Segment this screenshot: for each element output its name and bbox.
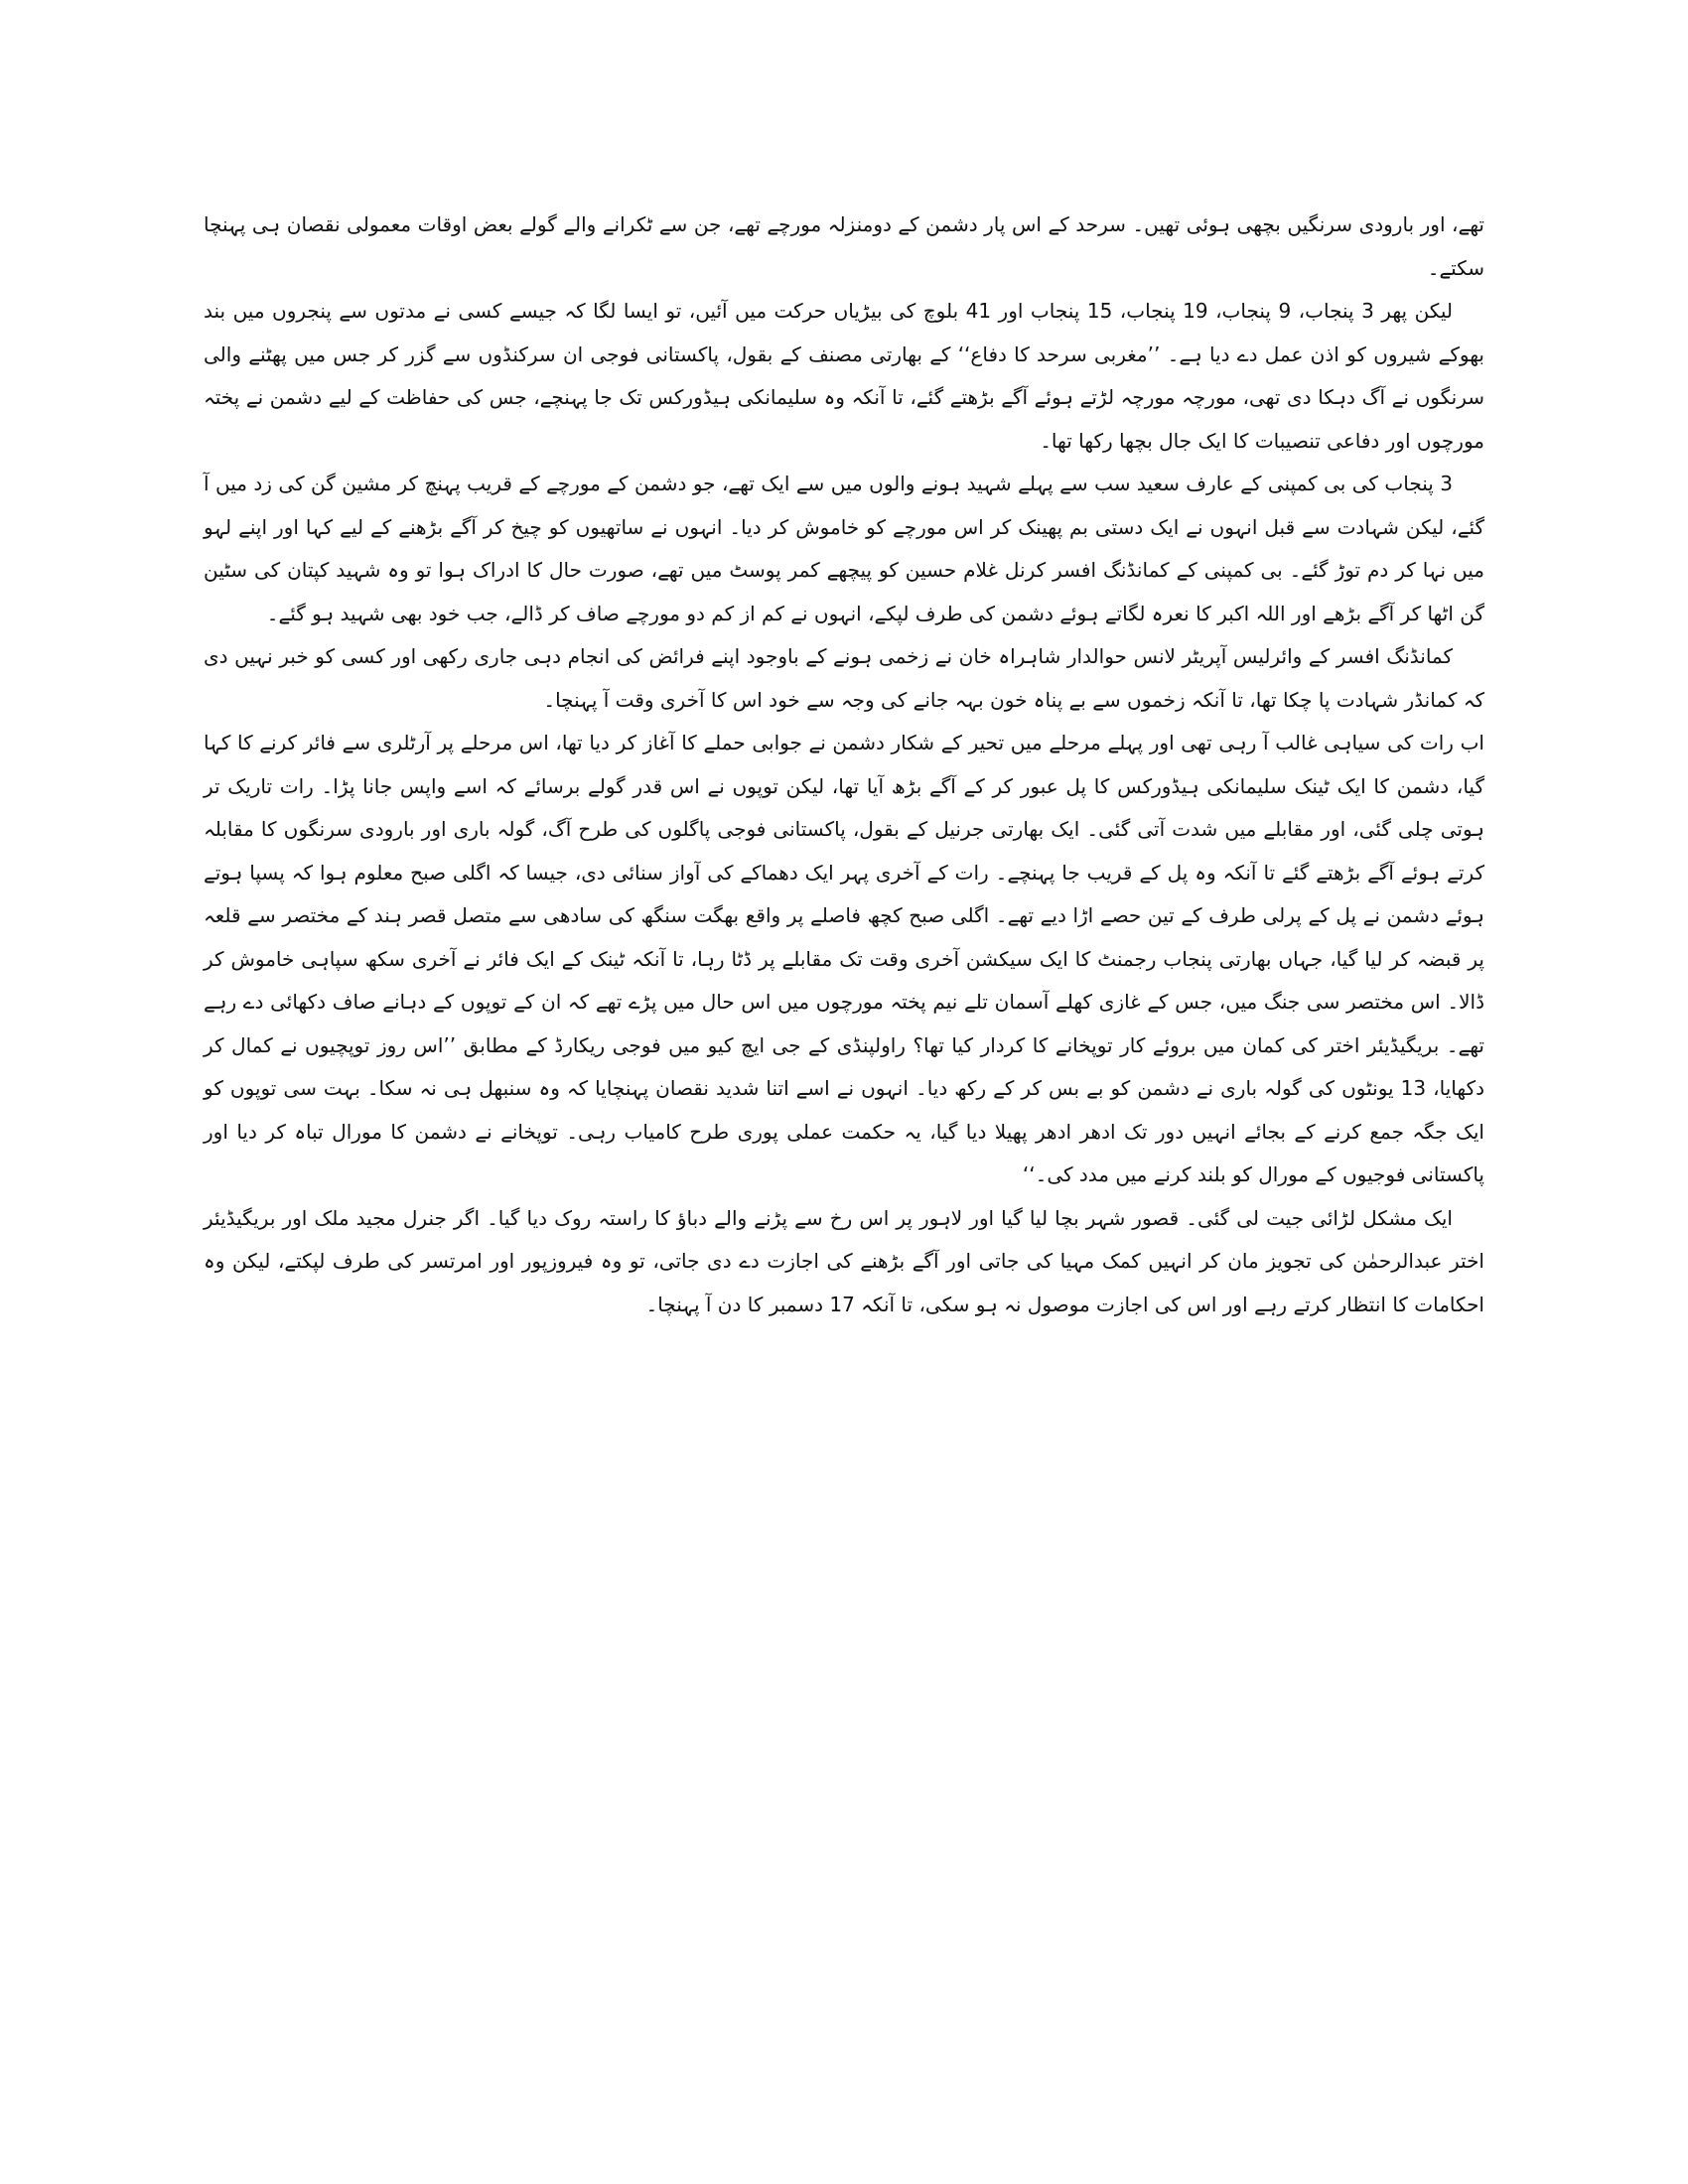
- paragraph-night-battle: اب رات کی سیاہی غالب آ رہی تھی اور پہلے مرحلے میں تحیر کے شکار دشمن نے جوابی حملے کا آغاز کر دیا تھا، اس مرحلے پر آرٹلری سے فائر کرنے کا کہا گیا، دشمن کا ایک ٹینک سلیمانکی ہیڈورکس کا پل عبور کر کے آگے بڑھ آیا تھا، لیکن توپوں نے اس قدر گولے برسائے کہ اسے واپس جانا پڑا۔ رات تاریک تر ہوتی چلی گئی، اور مقابلے میں شدت آتی گئی۔ ایک بھارتی جرنیل کے بقول، پاکستانی فوجی پاگلوں کی طرح آگ، گولہ باری اور بارودی سرنگوں کا مقابلہ کرتے ہوئے آگے بڑھتے گئے تا آنکہ وہ پل کے قریب جا پہنچے۔ رات کے آخری پہر ایک دھماکے کی آواز سنائی دی، جیسا کہ اگلی صبح معلوم ہوا کہ پسپا ہوتے ہوئے دشمن نے پل کے پرلی طرف کے تین حصے اڑا دیے تھے۔ اگلی صبح کچھ فاصلے پر واقع بھگت سنگھ کی سادھی سے متصل قصر ہند کے مختصر سے قلعہ پر قبضہ کر لیا گیا، جہاں بھارتی پنجاب رجمنٹ کا ایک سیکشن آخری وقت تک مقابلے پر ڈٹا رہا، تا آنکہ ٹینک کے ایک فائر نے آخری سکھ سپاہی خاموش کر ڈالا۔ اس مختصر سی جنگ میں، جس کے غازی کھلے آسمان تلے نیم پختہ مورچوں میں اس حال میں پڑے تھے کہ ان کے توپوں کے دہانے صاف دکھائی دے رہے تھے۔ بریگیڈیئر اختر کی کمان میں بروئے کار توپخانے کا کردار کیا تھا؟ راولپنڈی کے جی ایچ کیو میں فوجی ریکارڈ کے مطابق ’’اس روز توپچیوں نے کمال کر دکھایا، 13 یونٹوں کی گولہ باری نے دشمن کو بے بس کر کے رکھ دیا۔ انہوں نے اسے اتنا شدید نقصان پہنچایا کہ وہ سنبھل ہی نہ سکا۔ بہت سی توپوں کو ایک جگہ جمع کرنے کے بجائے انہیں دور تک ادھر ادھر پھیلا دیا گیا، یہ حکمت عملی پوری طرح کامیاب رہی۔ توپخانے نے دشمن کا مورال تباہ کر دیا اور پاکستانی فوجیوں کے مورال کو بلند کرنے میں مدد کی۔‘‘: [204, 731, 1485, 1186]
- paragraph-advance: لیکن پھر 3 پنجاب، 9 پنجاب، 19 پنجاب، 15 پنجاب اور 41 بلوچ کی بیڑیاں حرکت میں آئیں، تو ایسا لگا کہ جیسے کسی نے مدتوں سے پنجروں میں بند بھوکے شیروں کو اذن عمل دے دیا ہے۔ ’’مغربی سرحد کا دفاع‘‘ کے بھارتی مصنف کے بقول، پاکستانی فوجی ان سرکنڈوں سے گزر کر جس میں پھٹنے والی سرنگوں نے آگ دہکا دی تھی، مورچہ مورچہ لڑتے ہوئے آگے بڑھتے گئے، تا آنکہ وہ سلیمانکی ہیڈورکس تک جا پہنچے، جس کی حفاظت کے لیے دشمن نے پختہ مورچوں اور دفاعی تنصیبات کا ایک جال بچھا رکھا تھا۔: [204, 299, 1484, 453]
- paragraph-wireless-operator: کمانڈنگ افسر کے وائرلیس آپریٹر لانس حوالدار شاہراہ خان نے زخمی ہونے کے باوجود اپنے فرائض کی انجام دہی جاری رکھی اور کسی کو خبر نہیں دی کہ کمانڈر شہادت پا چکا تھا، تا آنکہ زخموں سے بے پناہ خون بہہ جانے کی وجہ سے خود اس کا آخری وقت آ پہنچا۔: [204, 644, 1484, 712]
- paragraph-continuation: تھے، اور بارودی سرنگیں بچھی ہوئی تھیں۔ سرحد کے اس پار دشمن کے دومنزلہ مورچے تھے، جن سے ٹکرانے والے گولے بعض اوقات معمولی نقصان ہی پہنچا سکتے۔: [204, 212, 1484, 280]
- paragraph-conclusion: ایک مشکل لڑائی جیت لی گئی۔ قصور شہر بچا لیا گیا اور لاہور پر اس رخ سے پڑنے والے دباؤ کا راستہ روک دیا گیا۔ اگر جنرل مجید ملک اور بریگیڈیئر اختر عبدالرحمٰن کی تجویز مان کر انہیں کمک مہیا کی جاتی اور آگے بڑھنے کی اجازت دے دی جاتی، تو وہ فیروزپور اور امرتسر کی طرف لپکتے، لیکن وہ احکامات کا انتظار کرتے رہے اور اس کی اجازت موصول نہ ہو سکی، تا آنکہ 17 دسمبر کا دن آ پہنچا۔: [204, 1205, 1484, 1316]
- paragraph-b-company: 3 پنجاب کی بی کمپنی کے عارف سعید سب سے پہلے شہید ہونے والوں میں سے ایک تھے، جو دشمن کے مورچے کے قریب پہنچ کر مشین گن کی زد میں آ گئے، لیکن شہادت سے قبل انہوں نے ایک دستی بم پھینک کر اس مورچے کو خاموش کر دیا۔ انہوں نے ساتھیوں کو چیخ کر آگے بڑھنے کے لیے کہا اور اپنے لہو میں نہا کر دم توڑ گئے۔ بی کمپنی کے کمانڈنگ افسر کرنل غلام حسین کو پیچھے کمر پوسٹ میں تھے، صورت حال کا ادراک ہوا تو وہ شہید کپتان کی سٹین گن اٹھا کر آگے بڑھے اور اللہ اکبر کا نعرہ لگاتے ہوئے دشمن کی طرف لپکے، انہوں نے کم از کم دو مورچے صاف کر ڈالے، جب خود بھی شہید ہو گئے۔: [204, 472, 1484, 625]
- document-body: [204, 204, 1484, 1326]
